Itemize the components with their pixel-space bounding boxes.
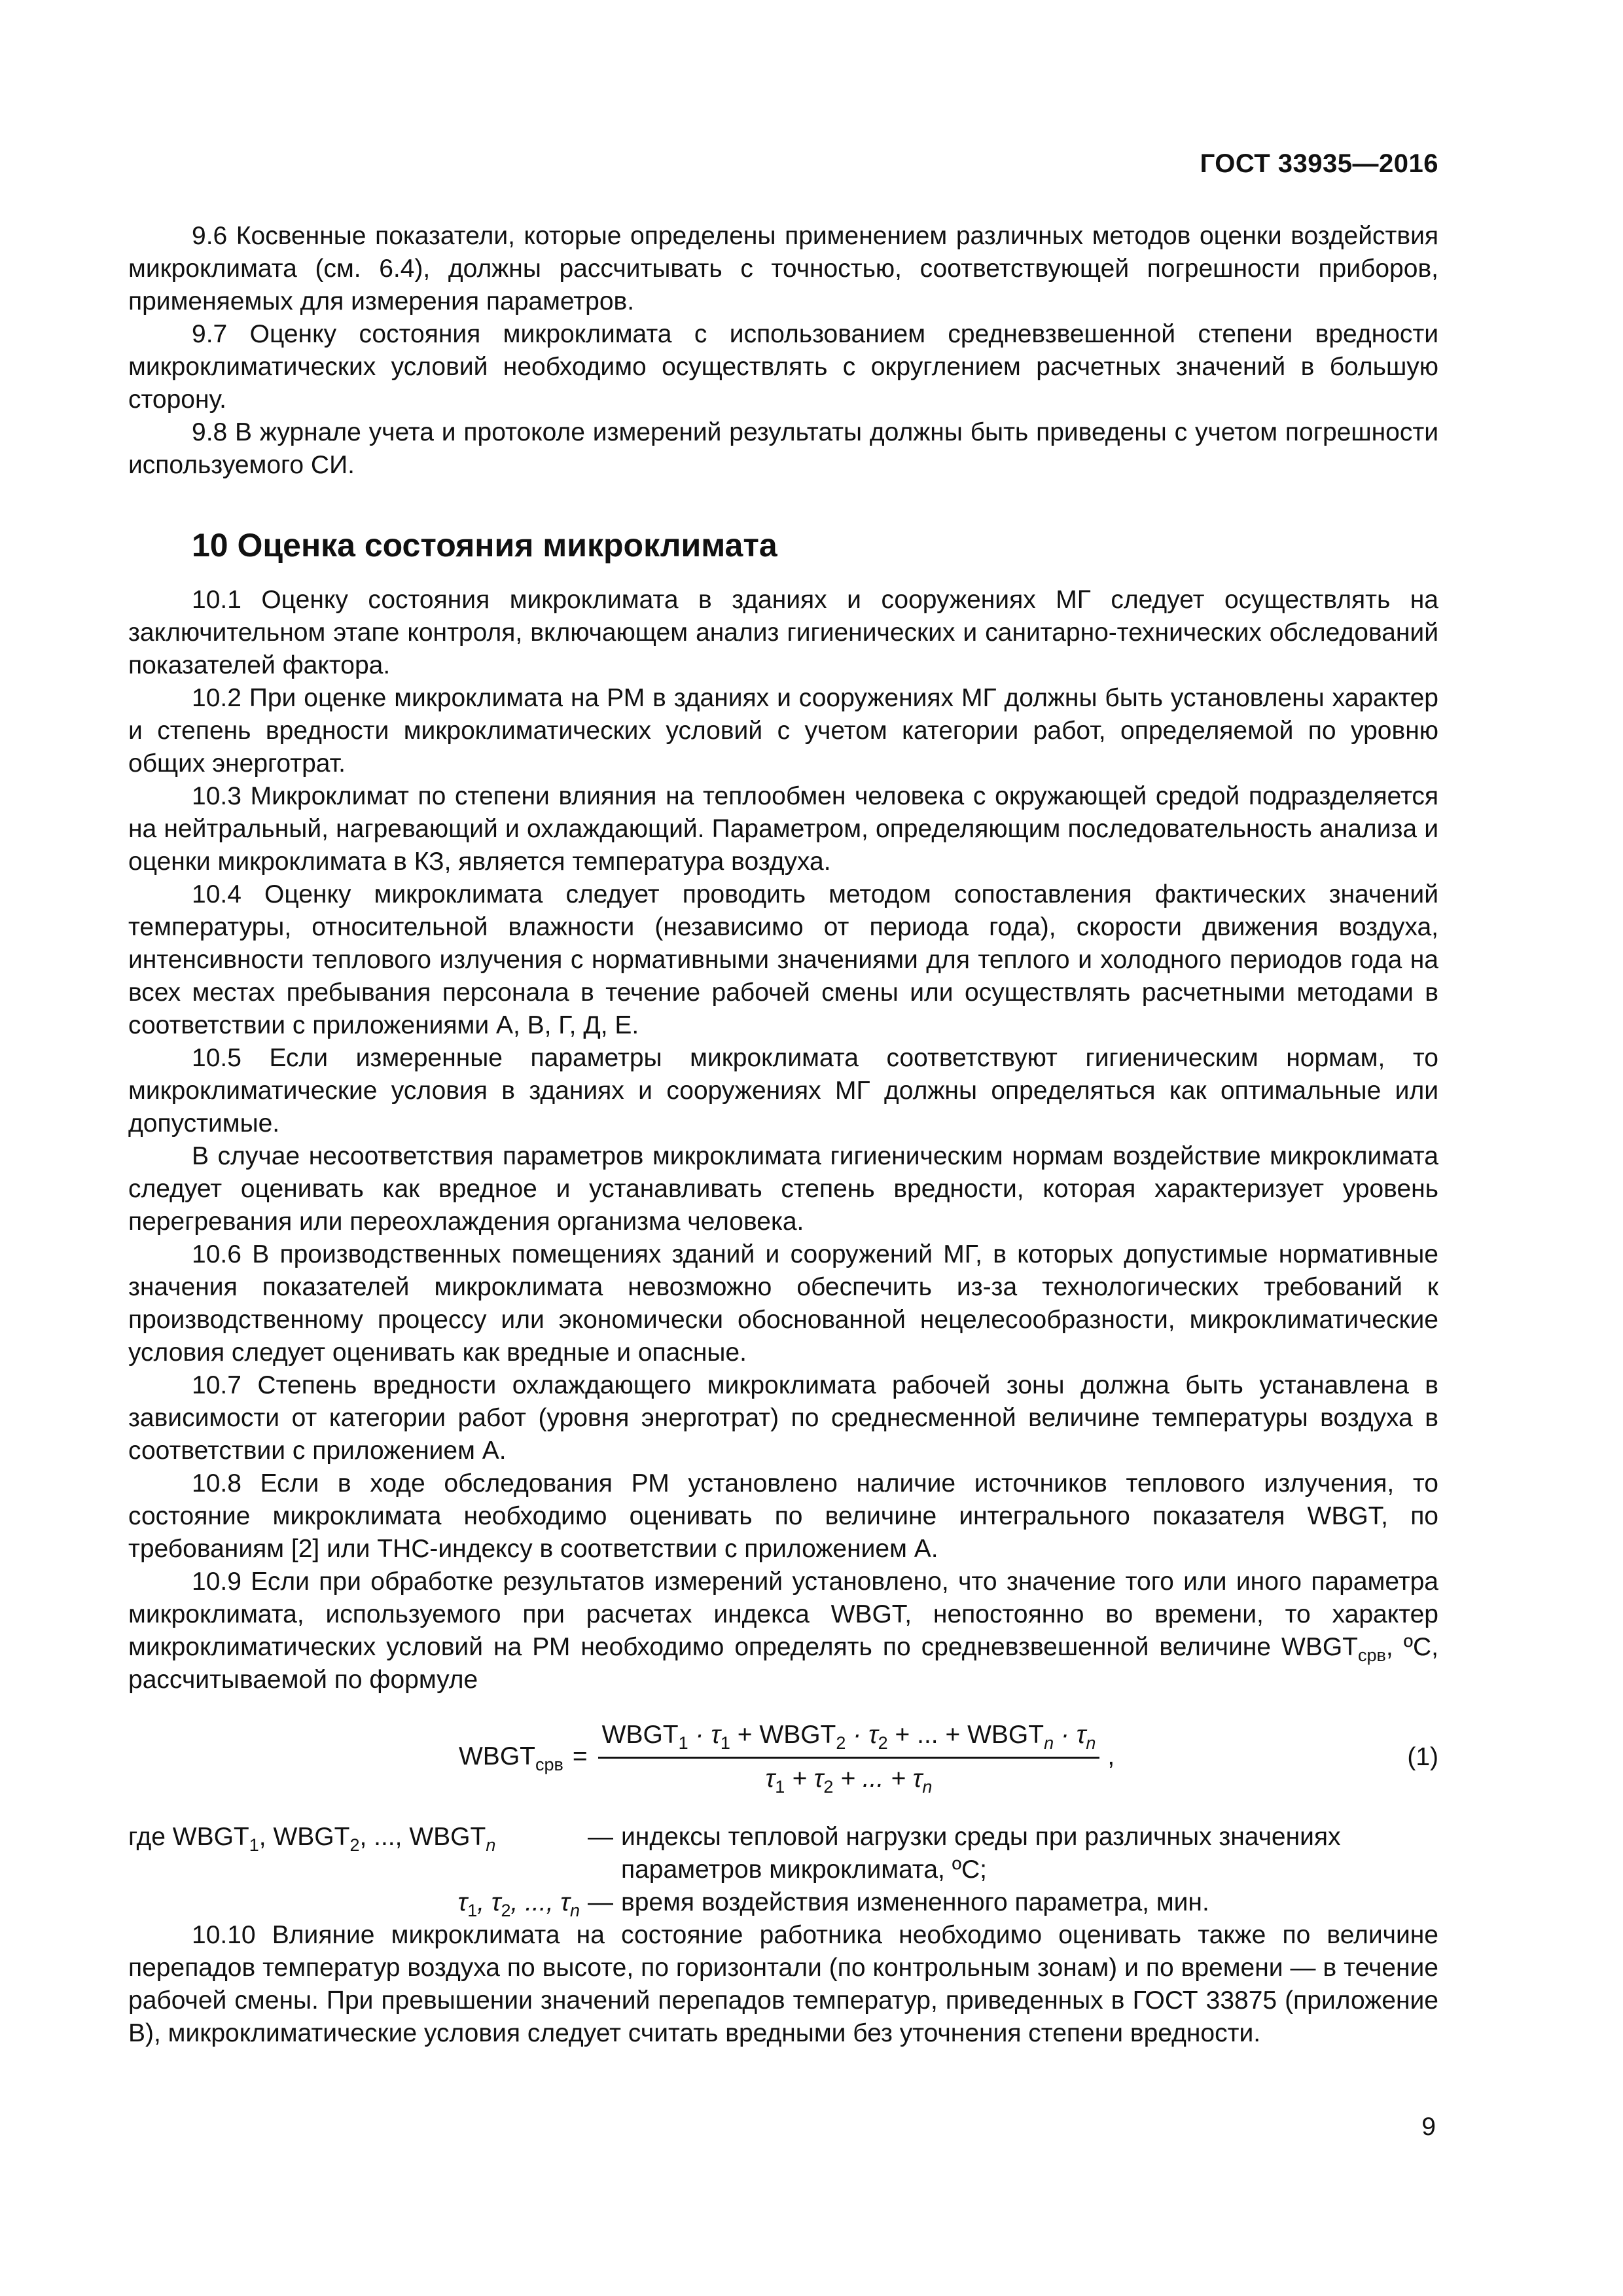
paragraph-10-9-text: 10.9 Если при обработке результатов измерений установлено, что значение того или иного параметра микроклимата, используемого при расчетах индекса WBGT, непостоянно во времени, то характер микроклиматических условий на РМ необходимо определять по средневзвешенной величине WBGT [128, 1568, 1438, 1661]
section-heading-10: 10 Оценка состояния микроклимата [192, 527, 777, 564]
legend-subscript: 1 [467, 1901, 478, 1920]
numerator-term: · τ [688, 1720, 721, 1749]
paragraph-9-8: 9.8 В журнале учета и протоколе измерений результаты должны быть приведены с учетом погрешности используемого СИ. [128, 418, 1438, 479]
formula-1 [128, 1711, 1438, 1803]
formula-expression [459, 1711, 1115, 1803]
paragraph-10-4: 10.4 Оценку микроклимата следует проводить методом сопоставления фактических значений температуры, относительной влажности (независимо от периода года), скорости движения воздуха, интенсивности теплового излучения с нормативными значениями для теплого и холодного периодов года на всех местах пребывания персонала в течение рабочей смены или осуществлять расчетными методами в соответствии с приложениями А, В, Г, Д, Е. [128, 880, 1438, 1039]
paragraph-10-9 [128, 1566, 1438, 1696]
legend-symbol: , WBGT [259, 1823, 350, 1851]
paragraph-10-9-tail: , ºС, рассчитываемой по формуле [128, 1633, 1438, 1694]
formula-comma: , [1107, 1742, 1115, 1770]
legend-symbol: где WBGT [128, 1823, 249, 1851]
denominator-subscript: 1 [775, 1776, 785, 1797]
legend-subscript: 1 [249, 1835, 259, 1855]
legend-dash: — [588, 1888, 613, 1916]
legend-symbol: , τ [477, 1888, 501, 1916]
numerator-term: + WBGT [730, 1720, 836, 1749]
document-code-header: ГОСТ 33935—2016 [1200, 149, 1438, 178]
paragraph-10-5: 10.5 Если измеренные параметры микроклимата соответствуют гигиеническим нормам, то микроклиматические условия в зданиях и сооружениях МГ должны определяться как оптимальные или допустимые. [128, 1044, 1438, 1138]
formula-denominator [762, 1759, 936, 1795]
paragraph-10-3: 10.3 Микроклимат по степени влияния на теплообмен человека с окружающей средой подразделяется на нейтральный, нагревающий и охлаждающий. Параметром, определяющим последовательность анализа и оценки микроклимата в КЗ, является температура воздуха. [128, 782, 1438, 876]
legend-description-tau: время воздействия измененного параметра, мин. [621, 1888, 1209, 1916]
paragraph-10-9-subscript: срв [1358, 1645, 1386, 1665]
legend-subscript: 2 [501, 1901, 511, 1920]
paragraph-10-2: 10.2 При оценке микроклимата на РМ в зданиях и сооружениях МГ должны быть установлены характер и степень вредности микроклиматических условий с учетом категории работ, определяемой по уровню общих энерготрат. [128, 684, 1438, 778]
formula-lhs-subscript: срв [535, 1755, 563, 1774]
legend-subscript-italic: n [569, 1901, 580, 1920]
formula-lhs-text: WBGT [459, 1742, 535, 1770]
legend-description-wbgt: индексы тепловой нагрузки среды при различных значениях параметров микроклимата, ºС; [621, 1823, 1341, 1884]
formula-fraction [598, 1719, 1100, 1795]
paragraph-10-1: 10.1 Оценку состояния микроклимата в зданиях и сооружениях МГ следует осуществлять на заключительном этапе контроля, включающем анализ гигиенических и санитарно-технических обследований показателей фактора. [128, 586, 1438, 679]
paragraph-9-6: 9.6 Косвенные показатели, которые определены применением различных методов оценки воздействия микроклимата (см. 6.4), должны рассчитывать с точностью, соответствующей погрешности приборов, применяемых для измерения параметров. [128, 222, 1438, 315]
legend-row-wbgt [128, 1821, 1438, 1886]
paragraph-10-8: 10.8 Если в ходе обследования РМ установлено наличие источников теплового излучения, то состояние микроклимата необходимо оценивать по величине интегрального показателя WBGT, по требованиям [2] или ТНС-индексу в соответствии с приложением А. [128, 1469, 1438, 1563]
legend-symbols-tau [128, 1886, 580, 1919]
formula-equals: = [572, 1742, 588, 1770]
legend-dash: — [588, 1823, 613, 1851]
numerator-subscript: 2 [878, 1732, 888, 1753]
denominator-term: + τ [785, 1764, 824, 1793]
numerator-subscript-italic: n [1044, 1732, 1054, 1753]
numerator-term: · τ [1054, 1720, 1086, 1749]
paragraph-10-5-continued: В случае несоответствия параметров микроклимата гигиеническим нормам воздействие микроклимата следует оценивать как вредное и устанавливать степень вредности, которая характеризует уровень перегревания или переохлаждения организма человека. [128, 1142, 1438, 1236]
formula-legend [128, 1821, 1438, 1919]
denominator-term: + ... + τ [833, 1764, 923, 1793]
numerator-term: · τ [846, 1720, 878, 1749]
formula-lhs [459, 1740, 563, 1773]
legend-symbols-wbgt [128, 1821, 580, 1886]
legend-row-tau [128, 1886, 1438, 1919]
formula-number: (1) [1407, 1743, 1438, 1771]
legend-symbol: τ [457, 1888, 468, 1916]
numerator-subscript-italic: n [1086, 1732, 1096, 1753]
numerator-term: WBGT [601, 1720, 679, 1749]
page-number: 9 [1421, 2113, 1436, 2141]
formula-numerator [598, 1719, 1100, 1759]
numerator-term: + ... + WBGT [887, 1720, 1044, 1749]
legend-subscript-italic: n [486, 1835, 496, 1855]
legend-symbol: , ..., τ [510, 1888, 570, 1916]
document-body [128, 220, 1438, 2050]
paragraph-9-7: 9.7 Оценку состояния микроклимата с использованием средневзвешенной степени вредности микроклиматических условий необходимо осуществлять с округлением расчетных значений в большую сторону. [128, 320, 1438, 414]
legend-subscript: 2 [349, 1835, 360, 1855]
paragraph-10-10: 10.10 Влияние микроклимата на состояние работника необходимо оценивать также по величине перепадов температур воздуха по высоте, по горизонтали (по контрольным зонам) и по времени — в течение рабочей смены. При превышении значений перепадов температур, приведенных в ГОСТ 33875 (приложение В), микроклиматические условия следует считать вредными без уточнения степени вредности. [128, 1921, 1438, 2047]
numerator-subscript: 1 [678, 1732, 688, 1753]
legend-symbol: , ..., WBGT [359, 1823, 486, 1851]
denominator-subscript-italic: n [922, 1776, 933, 1797]
paragraph-10-7: 10.7 Степень вредности охлаждающего микроклимата рабочей зоны должна быть устанавлена в зависимости от категории работ (уровня энерготрат) по среднесменной величине температуры воздуха в соответствии с приложением А. [128, 1371, 1438, 1465]
paragraph-10-6: 10.6 В производственных помещениях зданий и сооружений МГ, в которых допустимые нормативные значения показателей микроклимата невозможно обеспечить из-за технологических требований к производственному процессу или экономически обоснованной нецелесообразности, микроклиматические условия следует оценивать как вредные и опасные. [128, 1240, 1438, 1367]
denominator-term: τ [765, 1764, 776, 1793]
denominator-subscript: 2 [823, 1776, 834, 1797]
numerator-subscript: 2 [836, 1732, 846, 1753]
numerator-subscript: 1 [720, 1732, 730, 1753]
